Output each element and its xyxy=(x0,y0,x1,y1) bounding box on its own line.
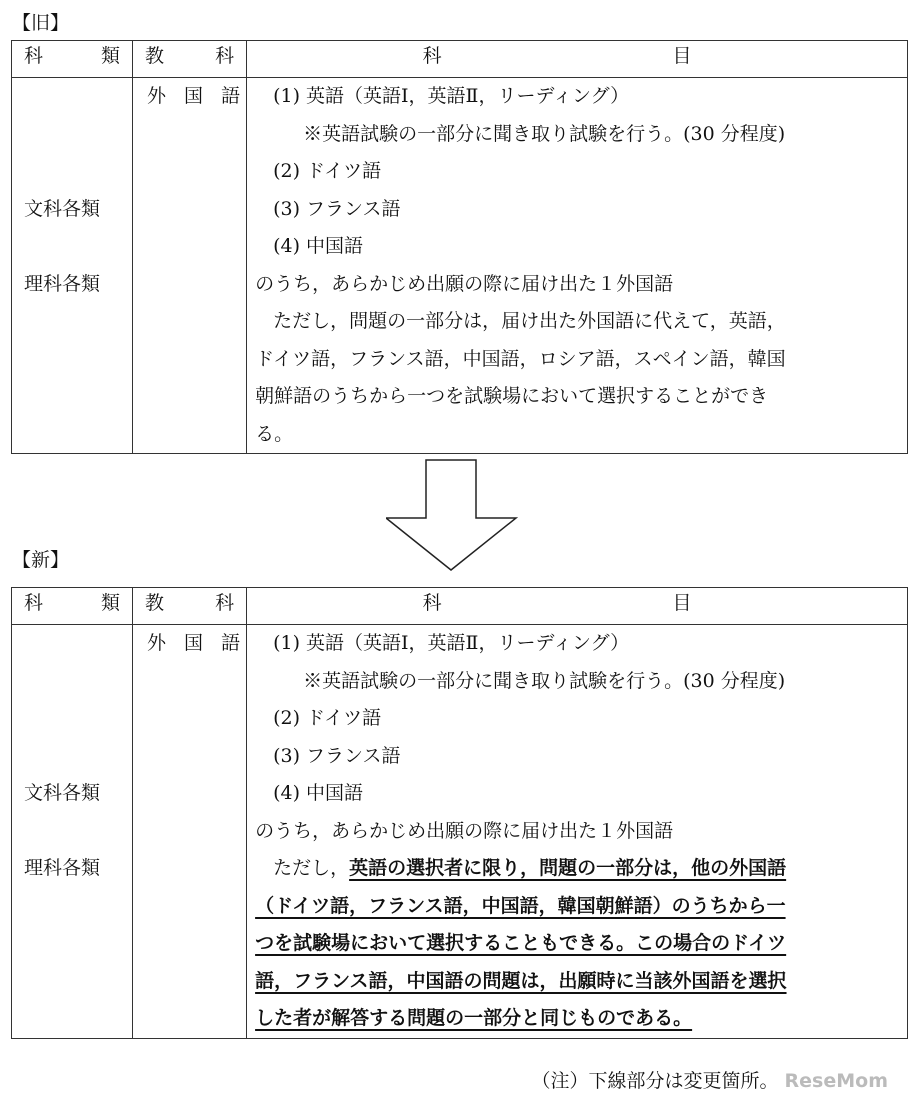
subject-line: ドイツ語，フランス語，中国語，ロシア語，スペイン語，韓国 xyxy=(255,347,786,370)
changed-text: （ドイツ語，フランス語，中国語，韓国朝鮮語）のうちから一 xyxy=(255,894,786,917)
header-text: 目 xyxy=(672,45,692,67)
subject-line: (4) 中国語 xyxy=(273,235,364,257)
category-bunka: 文科各類 xyxy=(24,197,101,220)
footnote xyxy=(531,1066,888,1093)
subject-line: ※英語試験の一部分に聞き取り試験を行う。(30 分程度) xyxy=(303,122,786,145)
new-table xyxy=(11,587,908,1039)
subject-line: ※英語試験の一部分に聞き取り試験を行う。(30 分程度) xyxy=(303,669,786,692)
subject-line: (1) 英語（英語Ⅰ，英語Ⅱ，リーディング） xyxy=(273,632,630,654)
changed-text: した者が解答する問題の一部分と同じものである。 xyxy=(255,1007,693,1029)
down-arrow-icon xyxy=(386,458,536,573)
subject-line: (3) フランス語 xyxy=(273,744,401,767)
changed-text: 語，フランス語，中国語の問題は，出願時に当該外国語を選択 xyxy=(255,969,787,992)
old-label: 【旧】 xyxy=(12,12,70,34)
header-text: 科 xyxy=(24,592,44,614)
subject-foreign-language: 外 国 語 xyxy=(147,632,247,654)
header-text: 類 xyxy=(100,45,120,67)
subject-line: 朝鮮語のうちから一つを試験場において選択することができ xyxy=(255,385,769,407)
subject-line: (3) フランス語 xyxy=(273,197,401,220)
subject-line: のうち，あらかじめ出願の際に届け出た１外国語 xyxy=(255,272,674,295)
changed-text: つを試験場において選択することもできる。この場合のドイツ xyxy=(255,932,787,954)
category-rika: 理科各類 xyxy=(24,272,101,295)
subject-foreign-language: 外 国 語 xyxy=(147,85,247,107)
subject-line: (1) 英語（英語Ⅰ，英語Ⅱ，リーディング） xyxy=(273,85,630,107)
category-rika: 理科各類 xyxy=(24,857,101,879)
header-text: 科 xyxy=(24,45,44,67)
note-text: （注）下線部分は変更箇所。 xyxy=(531,1070,779,1092)
subject-line: ただし， xyxy=(273,857,350,879)
header-text: 類 xyxy=(100,592,120,614)
new-label: 【新】 xyxy=(12,549,70,571)
header-text: 科 xyxy=(215,592,235,614)
header-text: 教 xyxy=(145,45,165,67)
header-text: 科 xyxy=(422,592,442,614)
subject-line: る。 xyxy=(255,422,294,445)
subject-line: (2) ドイツ語 xyxy=(273,160,382,182)
category-bunka: 文科各類 xyxy=(24,782,101,804)
subject-line: (2) ドイツ語 xyxy=(273,707,382,729)
header-text: 目 xyxy=(672,592,692,614)
subject-line: のうち，あらかじめ出願の際に届け出た１外国語 xyxy=(255,819,674,842)
header-text: 科 xyxy=(422,45,442,67)
header-text: 科 xyxy=(215,45,235,67)
header-text: 教 xyxy=(145,592,165,614)
subject-line: ただし，問題の一部分は，届け出た外国語に代えて，英語， xyxy=(273,310,786,332)
old-table xyxy=(11,40,908,454)
subject-line: (4) 中国語 xyxy=(273,782,364,804)
changed-text: 英語の選択者に限り，問題の一部分は，他の外国語 xyxy=(349,857,787,879)
watermark-logo: ReseMom xyxy=(784,1070,888,1092)
